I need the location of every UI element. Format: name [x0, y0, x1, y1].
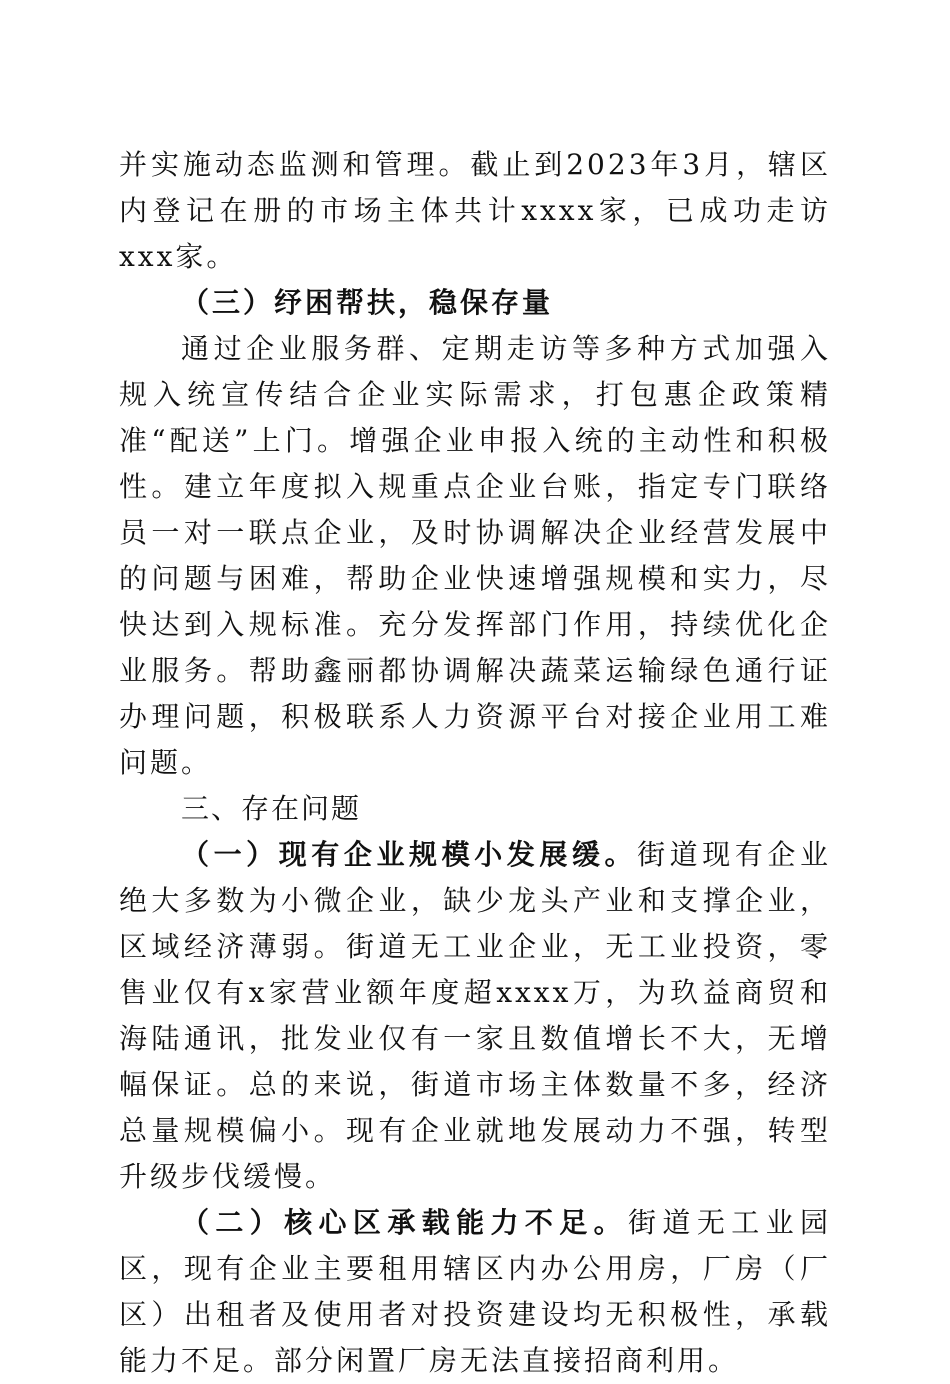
- section-heading-existing-problems: 三、存在问题: [181, 792, 362, 825]
- problem-1-lead: （一）现有企业规模小发展缓。: [181, 838, 638, 871]
- paragraph-problem-2: [119, 1200, 831, 1384]
- problem-1-body: 街道现有企业绝大多数为小微企业，缺少龙头产业和支撑企业，区域经济薄弱。街道无工业企业，无工业投资，零售业仅有x家营业额年度超xxxx万，为玖益商贸和海陆通讯，批发业仅有一家且数值增长不大，无增幅保证。总的来说，街道市场主体数量不多，经济总量规模偏小。现有企业就地发展动力不强，转型升级步伐缓慢。: [119, 838, 831, 1193]
- paragraph-relief-support: 通过企业服务群、定期走访等多种方式加强入规入统宣传结合企业实际需求，打包惠企政策精准“配送”上门。增强企业申报入统的主动性和积极性。建立年度拟入规重点企业台账，指定专门联络员一对一联点企业，及时协调解决企业经营发展中的问题与困难，帮助企业快速增强规模和实力，尽快达到入规标准。充分发挥部门作用，持续优化企业服务。帮助鑫丽都协调解决蔬菜运输绿色通行证办理问题，积极联系人力资源平台对接企业用工难问题。: [119, 332, 831, 779]
- problem-2-lead: （二）核心区承载能力不足。: [181, 1206, 629, 1239]
- paragraph-continuation: 并实施动态监测和管理。截止到2023年3月，辖区内登记在册的市场主体共计xxxx家，已成功走访xxx家。: [119, 148, 831, 273]
- problem-2-body: 街道无工业园区，现有企业主要租用辖区内办公用房，厂房（厂区）出租者及使用者对投资建设均无积极性，承载能力不足。部分闲置厂房无法直接招商利用。: [119, 1206, 831, 1377]
- document-body: [119, 142, 831, 1384]
- paragraph-problem-1: [119, 832, 831, 1200]
- subheading-relief-support: （三）纾困帮扶，稳保存量: [181, 286, 554, 319]
